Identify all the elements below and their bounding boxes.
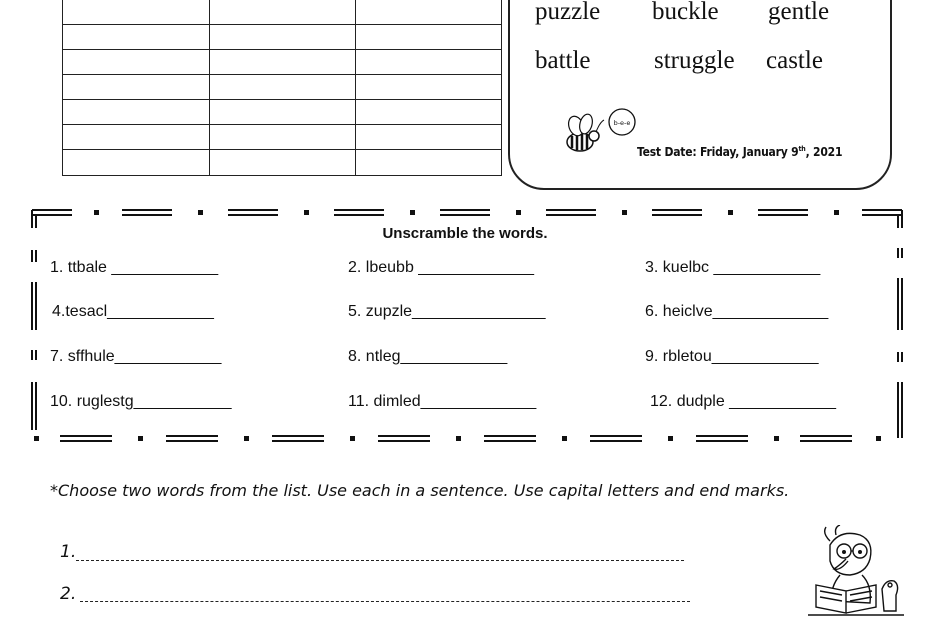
table-row [63,99,501,100]
bee-icon [560,100,640,160]
test-date [637,145,842,159]
scrambled-word-item: 2. lbeubb _____________ [348,259,534,276]
word-list-item: struggle [654,47,735,74]
scrambled-word-item: 5. zupzle_______________ [348,303,546,320]
scrambled-word-item: 12. dudple ____________ [650,393,836,410]
scrambled-word-item: 6. heiclve_____________ [645,303,829,320]
table-row [63,24,501,25]
scrambled-word-item: 1. ttbale ____________ [50,259,219,276]
spelling-table [62,0,502,176]
table-column-divider [355,0,356,175]
scrambled-word-item: 4.tesacl____________ [52,303,214,320]
table-row [63,149,501,150]
bee-bubble-text: b-e-e [613,119,631,127]
section-title: Unscramble the words. [382,225,548,242]
scrambled-word-item: 11. dimled_____________ [348,393,537,410]
reading-bird-icon [800,525,910,620]
word-list-item: puzzle [535,0,601,25]
sentence-writing-line[interactable] [80,601,690,602]
sentence-line-label: 1. [60,542,77,562]
table-row [63,49,501,50]
test-date-year: , 2021 [805,145,843,159]
scrambled-word-item: 7. sffhule____________ [50,348,222,365]
table-row [63,124,501,125]
sentence-writing-line[interactable] [76,560,684,561]
word-list-box [508,0,892,190]
scrambled-word-item: 10. ruglestg___________ [50,393,232,410]
sentence-instructions: *Choose two words from the list. Use each in a sentence. Use capital letters and end marks. [50,481,790,500]
word-list-item: buckle [652,0,719,25]
word-list-item: castle [766,47,823,74]
scrambled-word-item: 8. ntleg____________ [348,348,508,365]
sentence-line-label: 2. [60,584,77,604]
scrambled-word-item: 3. kuelbc ____________ [645,259,821,276]
scrambled-word-item: 9. rbletou____________ [645,348,819,365]
table-column-divider [209,0,210,175]
test-date-ordinal: th [798,145,806,153]
word-list-item: gentle [768,0,830,25]
test-date-prefix: Test Date: Friday, January 9 [637,145,799,159]
table-row [63,74,501,75]
word-list-item: battle [535,47,591,74]
